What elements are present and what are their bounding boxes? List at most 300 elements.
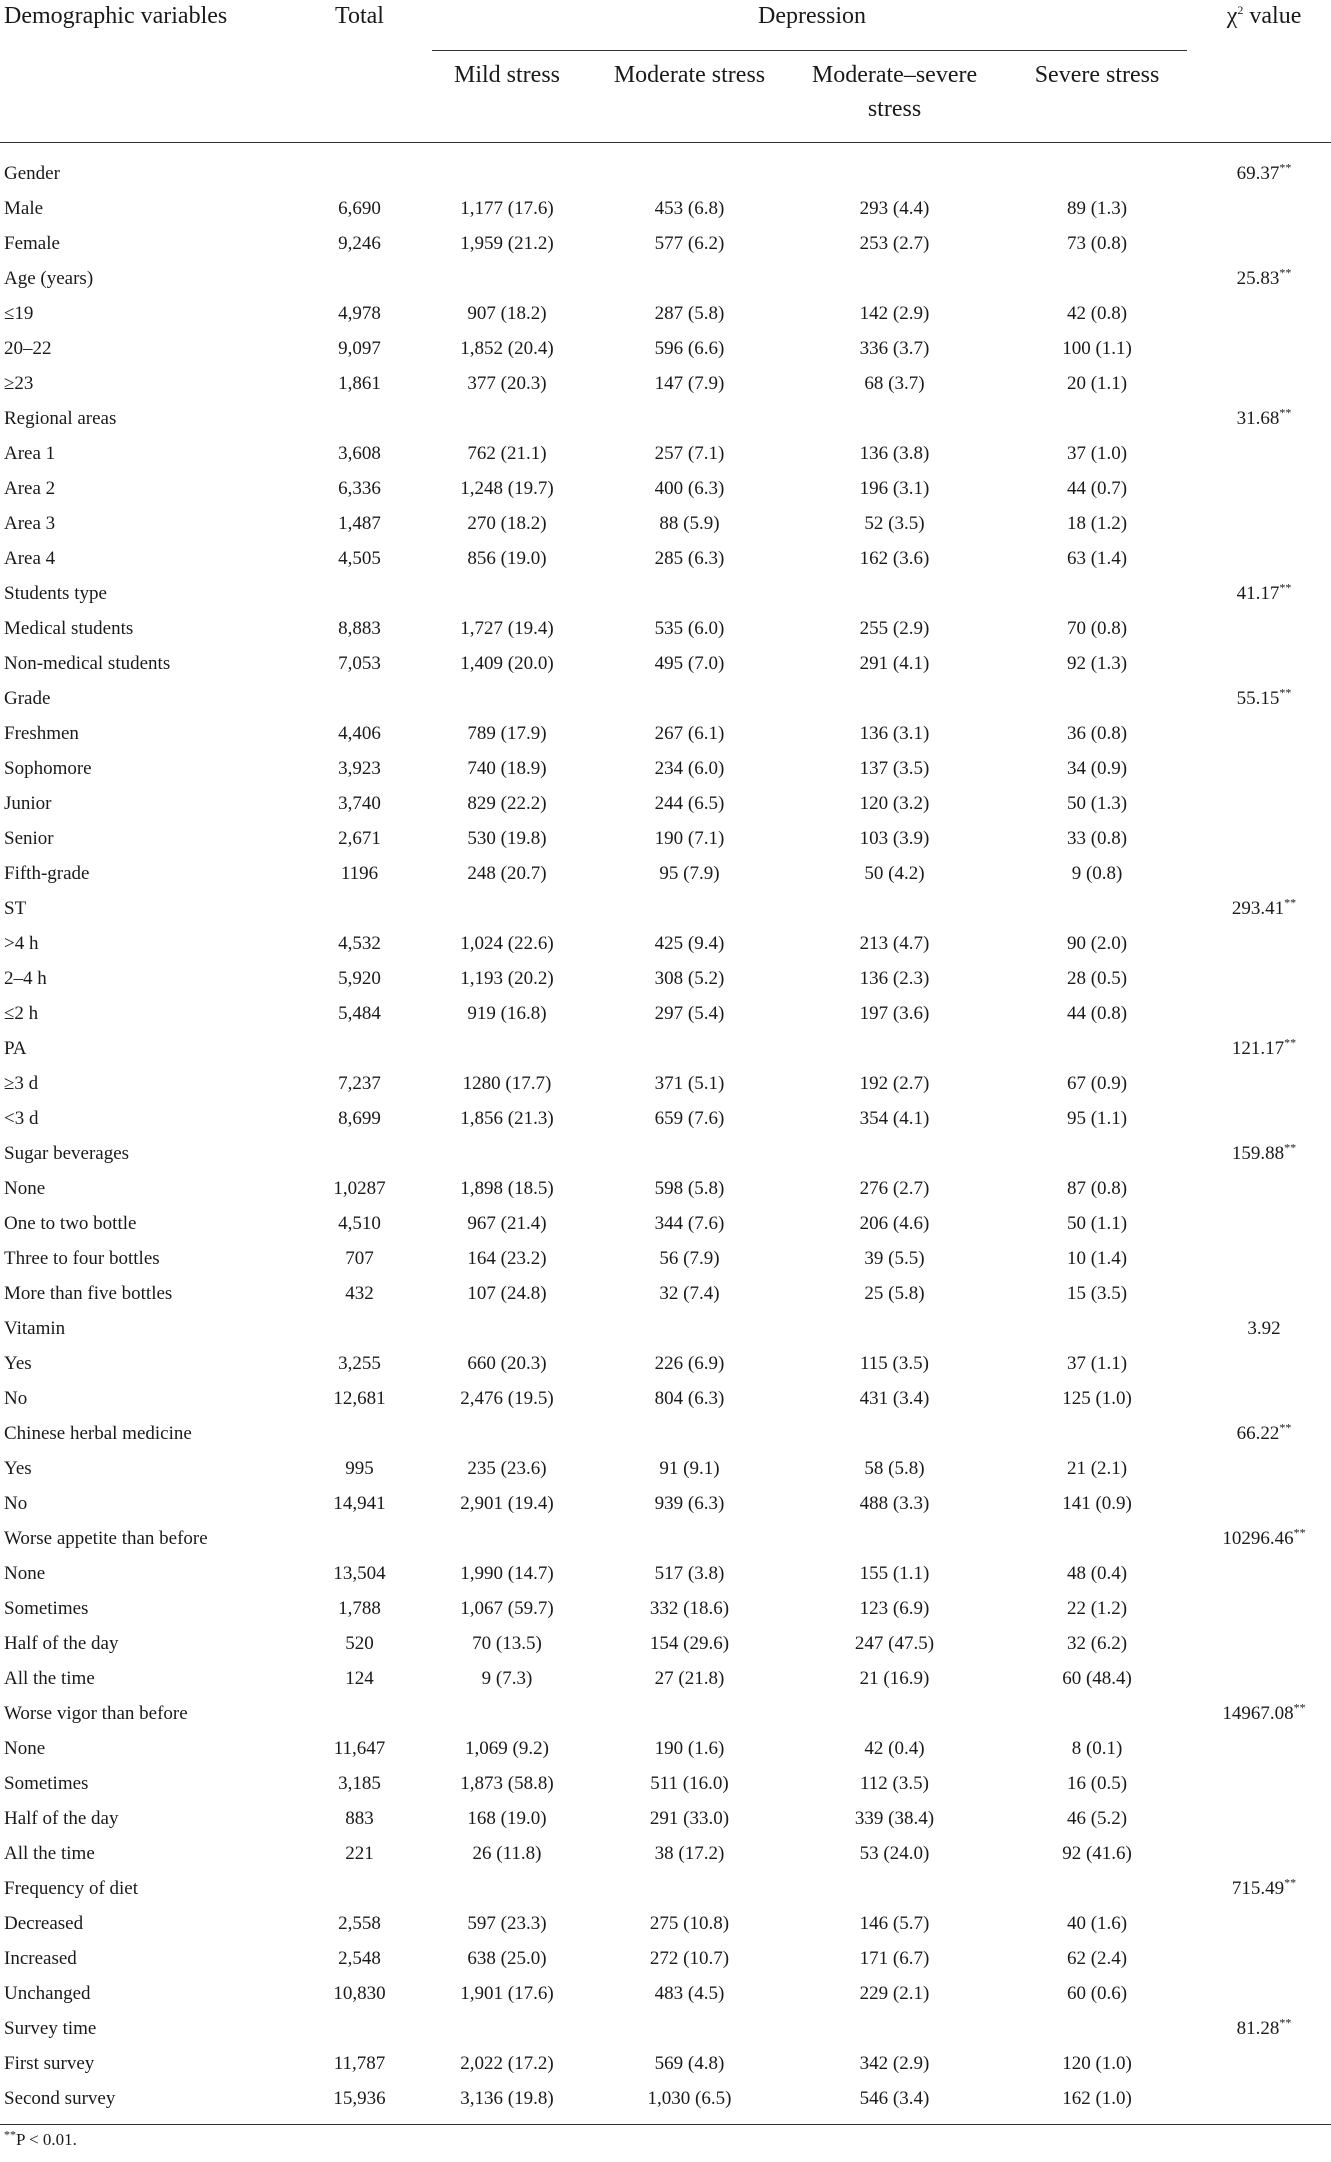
cell-moderate: 425 (9.4) bbox=[654, 933, 725, 954]
cell-moderate bbox=[587, 401, 792, 436]
significance-mark: ** bbox=[1279, 2015, 1292, 2030]
cell-moderate bbox=[587, 1136, 792, 1171]
cell-chi-square bbox=[1197, 1661, 1331, 1696]
cell-severe: 70 (0.8) bbox=[1066, 618, 1128, 639]
cell-severe: 44 (0.7) bbox=[1066, 478, 1128, 499]
cell-chi-square bbox=[1197, 646, 1331, 681]
cell-moderate: 577 (6.2) bbox=[654, 233, 725, 254]
cell-moderate: 154 (29.6) bbox=[649, 1633, 730, 1654]
cell-mild: 789 (17.9) bbox=[467, 723, 547, 744]
table-row bbox=[0, 1906, 1331, 1941]
cell-severe: 32 (6.2) bbox=[1066, 1633, 1128, 1654]
cell-mild bbox=[427, 1136, 587, 1171]
cell-chi-square bbox=[1197, 961, 1331, 996]
row-label: No bbox=[4, 1493, 28, 1514]
cell-chi-square bbox=[1197, 1171, 1331, 1206]
table-row bbox=[0, 1486, 1331, 1521]
row-label: Three to four bottles bbox=[4, 1248, 160, 1269]
table-row bbox=[0, 1626, 1331, 1661]
cell-chi-square bbox=[1197, 2011, 1331, 2046]
cell-mild: 762 (21.1) bbox=[467, 443, 547, 464]
cell-mild: 164 (23.2) bbox=[467, 1248, 547, 1269]
table-row bbox=[0, 1836, 1331, 1871]
cell-moderate-severe bbox=[792, 1871, 997, 1906]
cell-moderate-severe bbox=[792, 1416, 997, 1451]
cell-moderate-severe bbox=[792, 1521, 997, 1556]
cell-moderate-severe: 115 (3.5) bbox=[860, 1353, 929, 1374]
cell-mild: 1,248 (19.7) bbox=[460, 478, 554, 499]
cell-mild: 1280 (17.7) bbox=[462, 1073, 552, 1094]
cell-mild: 638 (25.0) bbox=[467, 1948, 547, 1969]
cell-mild: 377 (20.3) bbox=[467, 373, 547, 394]
cell-moderate bbox=[587, 148, 792, 191]
cell-total: 221 bbox=[345, 1843, 374, 1864]
cell-severe bbox=[997, 2011, 1197, 2046]
cell-mild: 1,873 (58.8) bbox=[460, 1773, 554, 1794]
cell-chi-square bbox=[1197, 296, 1331, 331]
cell-severe: 34 (0.9) bbox=[1066, 758, 1128, 779]
cell-mild: 168 (19.0) bbox=[467, 1808, 547, 1829]
table-row bbox=[0, 1276, 1331, 1311]
cell-moderate: 267 (6.1) bbox=[654, 723, 725, 744]
row-label: Regional areas bbox=[4, 408, 117, 429]
header-rule bbox=[0, 142, 1331, 143]
cell-mild bbox=[427, 1311, 587, 1346]
cell-chi-square bbox=[1197, 366, 1331, 401]
cell-moderate: 287 (5.8) bbox=[654, 303, 725, 324]
cell-severe: 18 (1.2) bbox=[1066, 513, 1128, 534]
table-row bbox=[0, 1346, 1331, 1381]
cell-chi-square bbox=[1197, 2081, 1331, 2116]
cell-severe bbox=[997, 261, 1197, 296]
cell-moderate: 344 (7.6) bbox=[654, 1213, 725, 1234]
cell-moderate-severe: 431 (3.4) bbox=[859, 1388, 930, 1409]
cell-moderate-severe: 120 (3.2) bbox=[859, 793, 930, 814]
chi-value: 31.68 bbox=[1236, 408, 1280, 429]
cell-chi-square bbox=[1197, 1906, 1331, 1941]
cell-moderate-severe: 58 (5.8) bbox=[864, 1458, 925, 1479]
cell-chi-square bbox=[1197, 1241, 1331, 1276]
cell-moderate-severe: 354 (4.1) bbox=[859, 1108, 930, 1129]
cell-chi-square bbox=[1197, 1416, 1331, 1451]
significance-mark: ** bbox=[1279, 685, 1292, 700]
cell-chi-square bbox=[1197, 331, 1331, 366]
row-label: Medical students bbox=[4, 618, 134, 639]
cell-mild: 2,901 (19.4) bbox=[460, 1493, 554, 1514]
cell-severe bbox=[997, 1031, 1197, 1066]
cell-total: 3,185 bbox=[338, 1773, 381, 1794]
cell-moderate-severe bbox=[792, 1311, 997, 1346]
significance-mark: ** bbox=[1279, 580, 1292, 595]
table-row bbox=[0, 1766, 1331, 1801]
cell-total: 14,941 bbox=[333, 1493, 386, 1514]
cell-moderate: 569 (4.8) bbox=[654, 2053, 725, 2074]
cell-moderate: 285 (6.3) bbox=[654, 548, 725, 569]
cell-chi-square bbox=[1197, 261, 1331, 296]
significance-mark: ** bbox=[1293, 1525, 1306, 1540]
table-row bbox=[0, 1206, 1331, 1241]
table-row bbox=[0, 821, 1331, 856]
cell-moderate bbox=[587, 2011, 792, 2046]
cell-chi-square bbox=[1197, 1346, 1331, 1381]
cell-total: 12,681 bbox=[333, 1388, 386, 1409]
table-row bbox=[0, 296, 1331, 331]
cell-moderate: 56 (7.9) bbox=[659, 1248, 720, 1269]
category-row bbox=[0, 1311, 1331, 1346]
cell-severe: 92 (1.3) bbox=[1066, 653, 1128, 674]
cell-severe: 37 (1.0) bbox=[1066, 443, 1128, 464]
row-label: Male bbox=[4, 198, 44, 219]
chi-value: 159.88 bbox=[1231, 1143, 1285, 1164]
cell-moderate: 190 (7.1) bbox=[654, 828, 725, 849]
table-row bbox=[0, 191, 1331, 226]
category-row bbox=[0, 1696, 1331, 1731]
cell-moderate: 453 (6.8) bbox=[654, 198, 725, 219]
cell-moderate: 275 (10.8) bbox=[649, 1913, 730, 1934]
category-row bbox=[0, 148, 1331, 191]
cell-moderate-severe: 546 (3.4) bbox=[859, 2088, 930, 2109]
row-label: All the time bbox=[4, 1843, 95, 1864]
cell-mild: 70 (13.5) bbox=[472, 1633, 542, 1654]
row-label: ≥3 d bbox=[4, 1073, 39, 1094]
cell-total: 7,237 bbox=[338, 1073, 381, 1094]
cell-moderate: 371 (5.1) bbox=[654, 1073, 725, 1094]
cell-severe: 73 (0.8) bbox=[1066, 233, 1128, 254]
cell-moderate bbox=[587, 1031, 792, 1066]
cell-chi-square bbox=[1197, 821, 1331, 856]
cell-chi-square bbox=[1197, 1766, 1331, 1801]
table-row bbox=[0, 471, 1331, 506]
cell-total: 4,532 bbox=[338, 933, 381, 954]
table-row bbox=[0, 926, 1331, 961]
cell-total bbox=[292, 1031, 427, 1066]
row-label: None bbox=[4, 1738, 46, 1759]
category-row bbox=[0, 681, 1331, 716]
cell-moderate bbox=[587, 261, 792, 296]
category-row bbox=[0, 576, 1331, 611]
cell-chi-square bbox=[1197, 2046, 1331, 2081]
cell-total: 1,487 bbox=[338, 513, 381, 534]
cell-total: 5,484 bbox=[338, 1003, 381, 1024]
cell-total: 124 bbox=[345, 1668, 374, 1689]
cell-chi-square bbox=[1197, 1731, 1331, 1766]
row-label: None bbox=[4, 1178, 46, 1199]
footnote: **P < 0.01. bbox=[4, 2127, 77, 2149]
header-moderate-stress: Moderate stress bbox=[613, 62, 766, 88]
cell-chi-square bbox=[1197, 1976, 1331, 2011]
cell-moderate-severe: 42 (0.4) bbox=[864, 1738, 925, 1759]
cell-moderate-severe: 25 (5.8) bbox=[864, 1283, 925, 1304]
cell-moderate: 308 (5.2) bbox=[654, 968, 725, 989]
cell-mild: 660 (20.3) bbox=[467, 1353, 547, 1374]
cell-moderate bbox=[587, 1521, 792, 1556]
row-label: Area 4 bbox=[4, 548, 56, 569]
cell-chi-square bbox=[1197, 856, 1331, 891]
cell-total: 6,336 bbox=[338, 478, 381, 499]
cell-moderate-severe: 155 (1.1) bbox=[859, 1563, 930, 1584]
cell-total: 15,936 bbox=[333, 2088, 386, 2109]
cell-moderate: 517 (3.8) bbox=[654, 1563, 725, 1584]
cell-total: 883 bbox=[345, 1808, 374, 1829]
cell-severe: 15 (3.5) bbox=[1066, 1283, 1128, 1304]
cell-total bbox=[292, 576, 427, 611]
cell-moderate: 91 (9.1) bbox=[659, 1458, 720, 1479]
table-row bbox=[0, 1556, 1331, 1591]
chi-value: 715.49 bbox=[1231, 1878, 1285, 1899]
cell-moderate-severe: 253 (2.7) bbox=[859, 233, 930, 254]
cell-total: 8,883 bbox=[338, 618, 381, 639]
cell-mild bbox=[427, 261, 587, 296]
cell-moderate-severe bbox=[792, 1031, 997, 1066]
cell-total: 432 bbox=[345, 1283, 374, 1304]
table-body bbox=[0, 148, 1331, 2116]
cell-moderate-severe: 146 (5.7) bbox=[859, 1913, 930, 1934]
cell-total bbox=[292, 401, 427, 436]
cell-chi-square bbox=[1197, 191, 1331, 226]
cell-severe: 50 (1.1) bbox=[1066, 1213, 1128, 1234]
cell-moderate-severe: 291 (4.1) bbox=[859, 653, 930, 674]
category-row bbox=[0, 1031, 1331, 1066]
cell-chi-square bbox=[1197, 751, 1331, 786]
cell-moderate: 32 (7.4) bbox=[659, 1283, 720, 1304]
cell-mild: 530 (19.8) bbox=[467, 828, 547, 849]
table-row bbox=[0, 1066, 1331, 1101]
cell-severe: 9 (0.8) bbox=[1071, 863, 1123, 884]
cell-chi-square bbox=[1197, 1696, 1331, 1731]
cell-moderate: 939 (6.3) bbox=[654, 1493, 725, 1514]
cell-moderate: 38 (17.2) bbox=[654, 1843, 725, 1864]
cell-moderate: 1,030 (6.5) bbox=[647, 2088, 732, 2109]
cell-chi-square bbox=[1197, 681, 1331, 716]
cell-moderate-severe: 39 (5.5) bbox=[864, 1248, 925, 1269]
cell-moderate-severe: 137 (3.5) bbox=[859, 758, 930, 779]
cell-moderate-severe: 171 (6.7) bbox=[859, 1948, 930, 1969]
cell-total bbox=[292, 1871, 427, 1906]
row-label: Students type bbox=[4, 583, 107, 604]
cell-severe: 50 (1.3) bbox=[1066, 793, 1128, 814]
row-label: 2–4 h bbox=[4, 968, 47, 989]
cell-chi-square bbox=[1197, 1066, 1331, 1101]
cell-total bbox=[292, 1416, 427, 1451]
cell-severe: 95 (1.1) bbox=[1066, 1108, 1128, 1129]
cell-moderate-severe: 276 (2.7) bbox=[859, 1178, 930, 1199]
cell-chi-square bbox=[1197, 471, 1331, 506]
cell-mild: 1,901 (17.6) bbox=[460, 1983, 554, 2004]
cell-severe bbox=[997, 1871, 1197, 1906]
cell-total: 1,861 bbox=[338, 373, 381, 394]
cell-mild: 1,193 (20.2) bbox=[460, 968, 554, 989]
row-label: 20–22 bbox=[4, 338, 52, 359]
cell-total: 4,505 bbox=[338, 548, 381, 569]
row-label: Fifth-grade bbox=[4, 863, 90, 884]
table-row bbox=[0, 1661, 1331, 1696]
cell-total: 3,255 bbox=[338, 1353, 381, 1374]
cell-moderate-severe: 162 (3.6) bbox=[859, 548, 930, 569]
significance-mark: ** bbox=[1284, 1140, 1297, 1155]
row-label: Decreased bbox=[4, 1913, 84, 1934]
cell-chi-square bbox=[1197, 1486, 1331, 1521]
cell-moderate bbox=[587, 1871, 792, 1906]
cell-mild bbox=[427, 1416, 587, 1451]
cell-moderate: 257 (7.1) bbox=[654, 443, 725, 464]
cell-severe bbox=[997, 1521, 1197, 1556]
cell-chi-square bbox=[1197, 1556, 1331, 1591]
row-label: Half of the day bbox=[4, 1633, 119, 1654]
cell-severe: 89 (1.3) bbox=[1066, 198, 1128, 219]
cell-mild bbox=[427, 1031, 587, 1066]
cell-severe: 42 (0.8) bbox=[1066, 303, 1128, 324]
row-label: Area 2 bbox=[4, 478, 56, 499]
row-label: Grade bbox=[4, 688, 51, 709]
category-row bbox=[0, 261, 1331, 296]
cell-chi-square bbox=[1197, 148, 1331, 191]
cell-moderate-severe: 192 (2.7) bbox=[859, 1073, 930, 1094]
table-row bbox=[0, 1101, 1331, 1136]
cell-severe: 141 (0.9) bbox=[1062, 1493, 1132, 1514]
cell-moderate-severe: 136 (2.3) bbox=[859, 968, 930, 989]
row-label: Yes bbox=[4, 1353, 32, 1374]
cell-moderate-severe: 123 (6.9) bbox=[859, 1598, 930, 1619]
row-label: Second survey bbox=[4, 2088, 116, 2109]
cell-chi-square bbox=[1197, 1801, 1331, 1836]
row-label: Junior bbox=[4, 793, 52, 814]
cell-moderate: 27 (21.8) bbox=[654, 1668, 725, 1689]
cell-chi-square bbox=[1197, 1381, 1331, 1416]
table-row bbox=[0, 1731, 1331, 1766]
cell-moderate: 291 (33.0) bbox=[649, 1808, 730, 1829]
table-row bbox=[0, 1801, 1331, 1836]
cell-mild: 1,990 (14.7) bbox=[460, 1563, 554, 1584]
table-row bbox=[0, 1381, 1331, 1416]
cell-moderate-severe: 196 (3.1) bbox=[859, 478, 930, 499]
cell-total: 520 bbox=[345, 1633, 374, 1654]
row-label: Yes bbox=[4, 1458, 32, 1479]
significance-mark: ** bbox=[1279, 405, 1292, 420]
cell-chi-square bbox=[1197, 1206, 1331, 1241]
cell-moderate: 598 (5.8) bbox=[654, 1178, 725, 1199]
chi-value: 3.92 bbox=[1247, 1318, 1281, 1339]
cell-moderate: 234 (6.0) bbox=[654, 758, 725, 779]
cell-severe bbox=[997, 891, 1197, 926]
cell-severe: 100 (1.1) bbox=[1062, 338, 1132, 359]
cell-moderate bbox=[587, 1311, 792, 1346]
cell-moderate-severe: 229 (2.1) bbox=[859, 1983, 930, 2004]
cell-mild bbox=[427, 681, 587, 716]
cell-mild: 967 (21.4) bbox=[467, 1213, 547, 1234]
cell-moderate-severe: 255 (2.9) bbox=[859, 618, 930, 639]
table-row bbox=[0, 646, 1331, 681]
cell-mild: 1,067 (59.7) bbox=[460, 1598, 554, 1619]
cell-total: 5,920 bbox=[338, 968, 381, 989]
table-row bbox=[0, 786, 1331, 821]
cell-moderate-severe: 197 (3.6) bbox=[859, 1003, 930, 1024]
row-label: Gender bbox=[4, 163, 60, 184]
table-row bbox=[0, 2081, 1331, 2116]
chi-value: 81.28 bbox=[1236, 2018, 1280, 2039]
cell-moderate-severe: 112 (3.5) bbox=[860, 1773, 929, 1794]
chi-value: 66.22 bbox=[1236, 1423, 1280, 1444]
cell-total bbox=[292, 148, 427, 191]
cell-moderate: 596 (6.6) bbox=[654, 338, 725, 359]
cell-chi-square bbox=[1197, 1136, 1331, 1171]
row-label: Senior bbox=[4, 828, 54, 849]
cell-severe bbox=[997, 1696, 1197, 1731]
cell-moderate-severe: 206 (4.6) bbox=[859, 1213, 930, 1234]
row-label: Half of the day bbox=[4, 1808, 119, 1829]
cell-total: 10,830 bbox=[333, 1983, 386, 2004]
cell-mild: 2,476 (19.5) bbox=[460, 1388, 554, 1409]
category-row bbox=[0, 2011, 1331, 2046]
cell-moderate: 226 (6.9) bbox=[654, 1353, 725, 1374]
cell-mild bbox=[427, 401, 587, 436]
cell-total: 1,788 bbox=[338, 1598, 381, 1619]
row-label: Area 3 bbox=[4, 513, 56, 534]
cell-chi-square bbox=[1197, 1276, 1331, 1311]
cell-severe: 37 (1.1) bbox=[1066, 1353, 1128, 1374]
table-row bbox=[0, 1591, 1331, 1626]
cell-moderate-severe: 247 (47.5) bbox=[854, 1633, 935, 1654]
cell-mild bbox=[427, 891, 587, 926]
cell-mild: 1,727 (19.4) bbox=[460, 618, 554, 639]
cell-severe: 62 (2.4) bbox=[1066, 1948, 1128, 1969]
cell-total bbox=[292, 681, 427, 716]
cell-moderate-severe: 488 (3.3) bbox=[859, 1493, 930, 1514]
table-row bbox=[0, 541, 1331, 576]
cell-severe: 60 (0.6) bbox=[1066, 1983, 1128, 2004]
header-total: Total bbox=[335, 3, 384, 29]
cell-moderate: 95 (7.9) bbox=[659, 863, 720, 884]
cell-chi-square bbox=[1197, 1626, 1331, 1661]
cell-total: 4,510 bbox=[338, 1213, 381, 1234]
cell-severe: 28 (0.5) bbox=[1066, 968, 1128, 989]
significance-mark: ** bbox=[1284, 1035, 1297, 1050]
cell-severe: 63 (1.4) bbox=[1066, 548, 1128, 569]
row-label: ≤19 bbox=[4, 303, 34, 324]
cell-severe: 87 (0.8) bbox=[1066, 1178, 1128, 1199]
cell-chi-square bbox=[1197, 576, 1331, 611]
cell-mild: 26 (11.8) bbox=[472, 1843, 542, 1864]
table-row bbox=[0, 366, 1331, 401]
row-label: Frequency of diet bbox=[4, 1878, 139, 1899]
cell-moderate-severe: 103 (3.9) bbox=[859, 828, 930, 849]
cell-mild: 1,852 (20.4) bbox=[460, 338, 554, 359]
cell-severe: 22 (1.2) bbox=[1066, 1598, 1128, 1619]
table-row bbox=[0, 506, 1331, 541]
row-label: More than five bottles bbox=[4, 1283, 173, 1304]
cell-total bbox=[292, 891, 427, 926]
cell-total bbox=[292, 1311, 427, 1346]
cell-total: 13,504 bbox=[333, 1563, 386, 1584]
cell-moderate-severe bbox=[792, 1136, 997, 1171]
cell-total: 8,699 bbox=[338, 1108, 381, 1129]
cell-total: 1196 bbox=[340, 863, 379, 884]
cell-moderate: 332 (18.6) bbox=[649, 1598, 730, 1619]
cell-severe: 10 (1.4) bbox=[1066, 1248, 1128, 1269]
row-label: Worse appetite than before bbox=[4, 1528, 208, 1549]
cell-chi-square bbox=[1197, 1871, 1331, 1906]
cell-severe bbox=[997, 576, 1197, 611]
row-label: Sugar beverages bbox=[4, 1143, 130, 1164]
cell-severe: 48 (0.4) bbox=[1066, 1563, 1128, 1584]
cell-mild: 1,024 (22.6) bbox=[460, 933, 554, 954]
cell-mild: 829 (22.2) bbox=[467, 793, 547, 814]
category-row bbox=[0, 1416, 1331, 1451]
cell-chi-square bbox=[1197, 1311, 1331, 1346]
cell-mild: 107 (24.8) bbox=[467, 1283, 547, 1304]
cell-mild bbox=[427, 1871, 587, 1906]
table-row bbox=[0, 1451, 1331, 1486]
cell-moderate-severe: 213 (4.7) bbox=[859, 933, 930, 954]
